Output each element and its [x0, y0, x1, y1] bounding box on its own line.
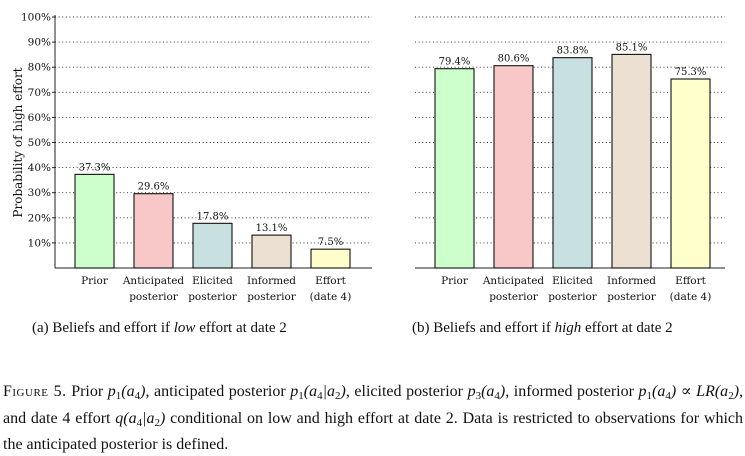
- y-tick-label: 70%: [27, 86, 51, 99]
- bar-value-label: 79.4%: [438, 56, 471, 68]
- x-tick-label: Prior: [81, 275, 108, 287]
- bar-value-label: 83.8%: [556, 45, 589, 57]
- y-axis-label: Probability of high effort: [11, 67, 25, 218]
- bar: [193, 223, 232, 268]
- y-tick-label: 80%: [27, 61, 51, 74]
- bar-value-label: 7.5%: [317, 237, 344, 249]
- x-tick-label: posterior: [247, 291, 296, 303]
- x-tick-label: Elicited: [192, 275, 233, 287]
- bar-value-label: 13.1%: [255, 223, 288, 235]
- panel-b-chart: [415, 17, 725, 303]
- y-tick-label: 10%: [27, 237, 51, 250]
- x-tick-label: Effort: [675, 275, 706, 287]
- y-tick-label: 40%: [27, 162, 51, 175]
- y-tick-label: 60%: [27, 111, 51, 124]
- figure-caption: Figure 5. Prior $p_1(a_4)$, anticipated posterior $p_1(a_4|a_2)$, elicited posterior $p_3(a_4)$, informed posterior $p_1(a_4) \propto LR(a_2)$, and date 4 effort $q(a_4|a_2)$ conditional on low and high effort at date 2. Data is restricted to observations for which the anticipated posterior is defined.: [3, 383, 744, 453]
- x-tick-label: Informed: [606, 275, 657, 287]
- bar-value-label: 37.3%: [78, 162, 111, 174]
- x-tick-label: posterior: [548, 291, 597, 303]
- panel-a-chart: [11, 12, 372, 304]
- x-tick-label: (date 4): [669, 291, 712, 303]
- x-tick-label: Elicited: [552, 275, 593, 287]
- bar: [75, 174, 114, 268]
- x-tick-label: Prior: [441, 275, 468, 287]
- bar-value-label: 29.6%: [137, 181, 170, 193]
- bar: [134, 194, 173, 268]
- x-tick-label: posterior: [607, 291, 656, 303]
- x-tick-label: posterior: [489, 291, 538, 303]
- x-tick-label: posterior: [129, 291, 178, 303]
- x-tick-label: Informed: [246, 275, 297, 287]
- bar: [252, 235, 291, 268]
- y-tick-label: 30%: [27, 187, 51, 200]
- x-tick-label: Effort: [315, 275, 346, 287]
- bar: [311, 249, 350, 268]
- y-tick-label: 90%: [27, 36, 51, 49]
- x-tick-label: Anticipated: [482, 275, 545, 287]
- subcaption-b: (b) Beliefs and effort if high effort at date 2: [412, 320, 673, 336]
- y-tick-label: 50%: [27, 137, 51, 149]
- y-tick-label: 20%: [27, 212, 51, 225]
- subcaption-a: (a) Beliefs and effort if low effort at date 2: [32, 320, 287, 336]
- bar: [671, 79, 710, 268]
- bar: [435, 69, 474, 268]
- bar: [612, 54, 651, 268]
- bar-value-label: 75.3%: [674, 66, 707, 78]
- y-tick-label: 100%: [20, 11, 51, 24]
- bar-value-label: 17.8%: [196, 211, 229, 223]
- bar-value-label: 85.1%: [615, 42, 648, 54]
- x-tick-label: posterior: [188, 291, 237, 303]
- bar: [553, 58, 592, 268]
- x-tick-label: Anticipated: [122, 275, 185, 287]
- bar: [494, 66, 533, 268]
- bar-value-label: 80.6%: [497, 53, 530, 65]
- x-tick-label: (date 4): [309, 291, 352, 303]
